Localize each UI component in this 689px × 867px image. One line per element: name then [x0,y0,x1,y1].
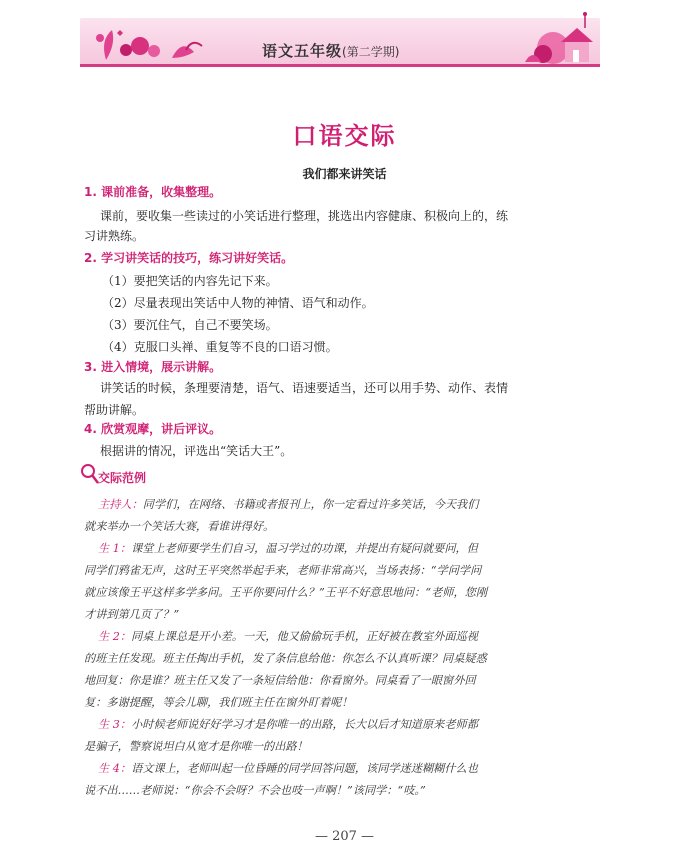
dialogue-text: 小时候老师说好好学习才是你唯一的出路，长大以后才知道原来老师都 [131,718,478,731]
list-item: （1）要把笑话的内容先记下来。 [102,274,278,288]
section-heading: 2. 学习讲笑话的技巧，练习讲好笑话。 [84,251,294,265]
list-item: （4）克服口头禅、重复等不良的口语习惯。 [102,340,338,354]
lesson-subtitle: 我们都来讲笑话 [302,167,387,181]
page-title: 口语交际 [292,121,397,150]
section-heading: 4. 欣赏观摩，讲后评议。 [84,422,222,436]
section-heading: 3. 进入情境，展示讲解。 [84,360,222,374]
dialogue-text: 课堂上老师要学生们自习，温习学过的功课，并提出有疑问就要问，但 [131,542,478,555]
dialogue-line: 就应该像王平这样多学多问。王平你要问什么？”王平不好意思地问：“老师，您刚 [84,586,488,599]
dialogue-line: 同学们鸦雀无声，这时王平突然举起手来，老师非常高兴，当场表扬：“学问学问 [84,564,482,577]
example-title: 交际范例 [98,471,147,485]
paragraph-line: 习讲熟练。 [84,229,145,243]
speaker-label: 主持人： [98,498,143,511]
dialogue-line [84,540,606,557]
book-title-sub: (第二学期) [342,45,400,59]
dialogue-text: 语文课上，老师叫起一位昏睡的同学回答问题，该同学迷迷糊糊什么也 [131,762,478,775]
speaker-label: 生 1： [98,542,132,555]
book-title-main: 语文五年级 [262,42,343,60]
list-item: （2）尽量表现出笑话中人物的神情、语气和动作。 [102,296,374,310]
page-header [80,0,600,70]
list-item: （3）要沉住气，自己不要笑场。 [102,318,278,332]
dialogue-line: 的班主任发现。班主任掏出手机，发了条信息给他：你怎么不认真听课？同桌疑惑 [84,652,487,665]
dialogue-text: 同桌上课总是开小差。一天，他又偷偷玩手机，正好被在教室外面巡视 [131,630,478,643]
dialogue-line: 地回复：你是谁？班主任又发了一条短信给他：你看窗外。同桌看了一眼窗外回 [84,674,476,687]
dialogue-line [84,496,606,513]
paragraph-line: 根据讲的情况，评选出“笑话大王”。 [100,444,293,458]
flower-decoration-icon [88,20,208,66]
speaker-label: 生 4： [98,762,132,775]
dialogue-line: 复：多谢提醒，等会儿聊，我们班主任在窗外盯着呢！ [84,696,353,709]
dialogue-line [84,628,606,645]
dialogue-text: 同学们，在网络、书籍或者报刊上，你一定看过许多笑话，今天我们 [142,498,479,511]
dialogue-line: 说不出……老师说：“你会不会呀？不会也吱一声啊！”该同学：“吱。” [84,784,426,797]
page-number: — 207 — [314,829,375,844]
book-title [262,40,399,61]
dialogue-line: 才讲到第几页了？” [84,608,180,621]
paragraph-line: 帮助讲解。 [84,403,145,417]
speaker-label: 生 2： [98,630,132,643]
house-decoration-icon [515,10,605,70]
dialogue-line: 就来举办一个笑话大赛，看谁讲得好。 [84,520,275,533]
section-heading: 1. 课前准备，收集整理。 [84,185,222,199]
dialogue-line [84,760,606,777]
speaker-label: 生 3： [98,718,132,731]
magnifier-icon [80,463,100,485]
paragraph-line: 课前，要收集一些读过的小笑话进行整理，挑选出内容健康、积极向上的，练 [100,209,509,223]
dialogue-line: 是骗子，警察说坦白从宽才是你唯一的出路！ [84,740,308,753]
paragraph-line: 讲笑话的时候，条理要清楚，语气、语速要适当，还可以用手势、动作、表情 [100,381,509,395]
dialogue-line [84,716,606,733]
